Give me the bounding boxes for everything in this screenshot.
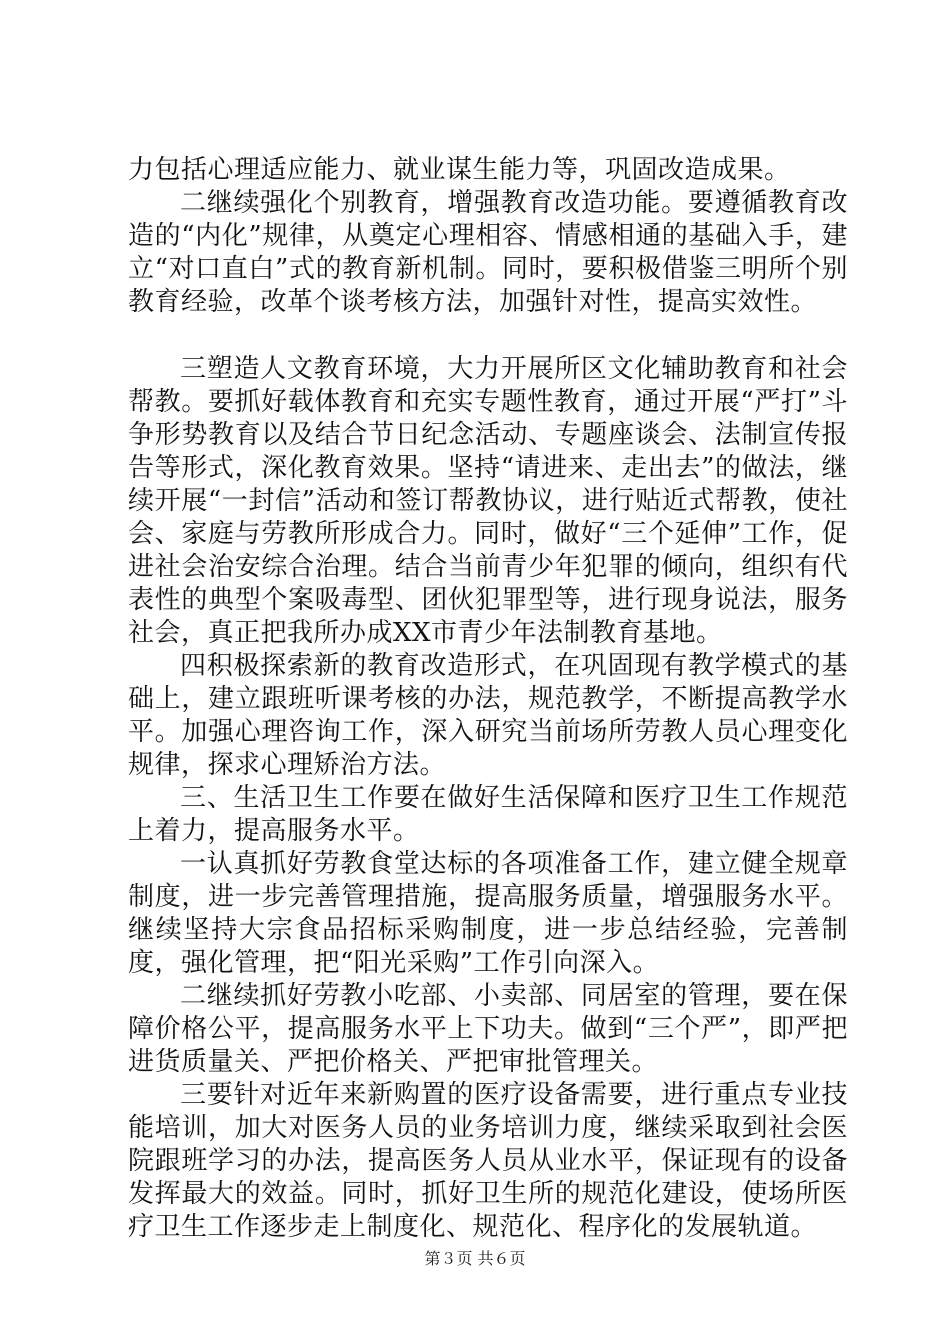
paragraph-snack-shop-management: 二继续抓好劳教小吃部、小卖部、同居室的管理，要在保障价格公平，提高服务水平上下功夫。做到“三个严”，即严把进货质量关、严把价格关、严把审批管理关。 [128, 981, 848, 1077]
paragraph-humanistic-environment: 三塑造人文教育环境，大力开展所区文化辅助教育和社会帮教。要抓好载体教育和充实专题性教育，通过开展“严打”斗争形势教育以及结合节日纪念活动、专题座谈会、法制宣传报告等形式，深化教育效果。坚持“请进来、走出去”的做法，继续开展“一封信”活动和签订帮教协议，进行贴近式帮教，使社会、家庭与劳教所形成合力。同时，做好“三个延伸”工作，促进社会治安综合治理。结合当前青少年犯罪的倾向，组织有代表性的典型个案吸毒型、团伙犯罪型等，进行现身说法，服务社会，真正把我所办成XX市青少年法制教育基地。 [128, 354, 848, 648]
paragraph-new-education-forms: 四积极探索新的教育改造形式，在巩固现有教学模式的基础上，建立跟班听课考核的办法，规范教学，不断提高教学水平。加强心理咨询工作，深入研究当前场所劳教人员心理变化规律，探求心理矫治方法。 [128, 651, 848, 780]
paragraph-continuation: 力包括心理适应能力、就业谋生能力等，巩固改造成果。 [128, 155, 791, 185]
paragraph-individual-education: 二继续强化个别教育，增强教育改造功能。要遵循教育改造的“内化”规律，从奠定心理相容、情感相通的基础入手，建立“对口直白”式的教育新机制。同时，要积极借鉴三明所个别教育经验，改革个谈考核方法，加强针对性，提高实效性。 [128, 188, 848, 317]
document-body [128, 154, 848, 1244]
paragraph-section-three-heading: 三、生活卫生工作要在做好生活保障和医疗卫生工作规范上着力，提高服务水平。 [128, 783, 848, 846]
paragraph-gap [128, 319, 848, 353]
paragraph-canteen-standards: 一认真抓好劳教食堂达标的各项准备工作，建立健全规章制度，进一步完善管理措施，提高服务质量，增强服务水平。继续坚持大宗食品招标采购制度，进一步总结经验，完善制度，强化管理，把“阳光采购”工作引向深入。 [128, 849, 848, 978]
page-number-footer: 第３页 共６页 [424, 1249, 526, 1268]
paragraph-medical-training: 三要针对近年来新购置的医疗设备需要，进行重点专业技能培训，加大对医务人员的业务培训力度，继续采取到社会医院跟班学习的办法，提高医务人员从业水平，保证现有的设备发挥最大的效益。同时，抓好卫生所的规范化建设，使场所医疗卫生工作逐步走上制度化、规范化、程序化的发展轨道。 [128, 1080, 848, 1242]
